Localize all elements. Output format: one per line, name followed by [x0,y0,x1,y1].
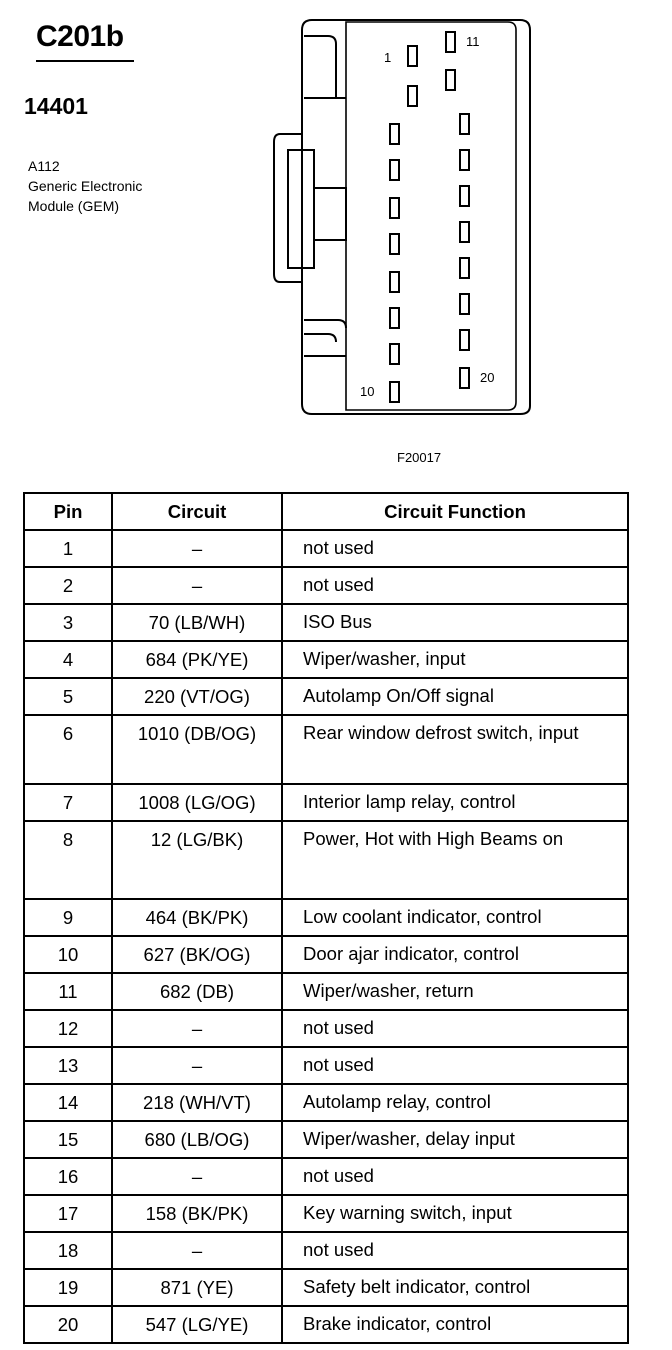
circuit-cell [112,784,282,821]
circuit-cell [112,821,282,899]
table-row [24,1195,628,1232]
pin-15-cavity [460,186,469,206]
pin-cell-text: 9 [62,907,74,928]
module-name-line2: Module (GEM) [28,198,120,214]
circuit-function-cell [282,641,628,678]
circuit-cell-text: 1010 (DB/OG) [137,723,257,744]
pin-3-cavity [390,124,399,144]
circuit-cell [112,1306,282,1343]
pin-cell-text: 7 [62,792,74,813]
circuit-function-cell-text: Wiper/washer, input [303,648,466,669]
circuit-function-cell [282,1047,628,1084]
header-pin: Pin [24,493,112,530]
pin-1-cavity [408,46,417,66]
pin-table [23,492,629,1344]
pin-12-cavity [446,70,455,90]
circuit-function-cell-text: not used [303,1165,374,1186]
circuit-function-cell-text: not used [303,1239,374,1260]
circuit-cell [112,715,282,784]
circuit-function-cell-text: Brake indicator, control [303,1313,492,1334]
circuit-function-cell [282,784,628,821]
pin-cell [24,567,112,604]
circuit-function-cell-text: not used [303,1054,374,1075]
table-row [24,1232,628,1269]
circuit-function-cell [282,1010,628,1047]
pin-table-body [24,530,628,1343]
circuit-cell [112,1084,282,1121]
circuit-cell [112,530,282,567]
circuit-cell [112,899,282,936]
pin-cell-text: 4 [62,649,74,670]
module-code: A112 [28,158,60,174]
pin-cell [24,604,112,641]
pin-14-cavity [460,150,469,170]
circuit-function-cell [282,604,628,641]
circuit-cell [112,1010,282,1047]
circuit-function-cell-text: Wiper/washer, delay input [303,1128,515,1149]
circuit-function-cell [282,530,628,567]
pin-cell-text: 10 [57,944,79,965]
circuit-cell-text: 871 (YE) [160,1277,234,1298]
pin-cell [24,715,112,784]
pin-cell-text: 17 [57,1203,79,1224]
circuit-function-cell [282,821,628,899]
circuit-cell-text: 547 (LG/YE) [145,1314,249,1335]
circuit-function-cell [282,973,628,1010]
circuit-cell-text: 684 (PK/YE) [145,649,249,670]
circuit-function-cell [282,1232,628,1269]
circuit-function-cell-text: Safety belt indicator, control [303,1276,531,1297]
pin-9-cavity [390,344,399,364]
header-circuit: Circuit [112,493,282,530]
circuit-cell-text: 158 (BK/PK) [145,1203,249,1224]
circuit-function-cell [282,1306,628,1343]
pin-13-cavity [460,114,469,134]
pin-cell [24,1010,112,1047]
pin-cell-text: 15 [57,1129,79,1150]
pin-cell-text: 3 [62,612,74,633]
table-row [24,567,628,604]
circuit-function-cell-text: Autolamp relay, control [303,1091,491,1112]
circuit-cell [112,1232,282,1269]
connector-face-diagram [268,16,534,418]
circuit-function-cell-text: Key warning switch, input [303,1202,512,1223]
pin-cell [24,784,112,821]
pin-11-cavity [446,32,455,52]
pin-cell [24,1121,112,1158]
circuit-cell [112,604,282,641]
pin-cell-text: 18 [57,1240,79,1261]
table-row [24,530,628,567]
circuit-function-cell [282,1121,628,1158]
pin-cell-text: 5 [62,686,74,707]
circuit-cell [112,1047,282,1084]
pin-10-cavity [390,382,399,402]
circuit-cell-text: 218 (WH/VT) [143,1092,251,1113]
pin-cell [24,821,112,899]
circuit-cell-text: – [191,538,203,559]
circuit-cell-text: 220 (VT/OG) [144,686,250,707]
figure-number: F20017 [397,450,442,465]
circuit-cell-text: – [191,1240,203,1261]
pin-8-cavity [390,308,399,328]
pin-cell-text: 2 [62,575,74,596]
pin-cell [24,678,112,715]
connector-id: C201b [36,20,124,53]
table-row [24,936,628,973]
table-row [24,899,628,936]
circuit-function-cell [282,1084,628,1121]
circuit-function-cell-text: Interior lamp relay, control [303,791,516,812]
pin-cell [24,530,112,567]
circuit-function-cell [282,567,628,604]
circuit-cell-text: – [191,575,203,596]
circuit-cell-text: – [191,1055,203,1076]
circuit-function-cell-text: Low coolant indicator, control [303,906,542,927]
table-row [24,1269,628,1306]
pin-label-20: 20 [480,370,495,385]
circuit-function-cell [282,1158,628,1195]
circuit-cell-text: 682 (DB) [159,981,235,1002]
pin-2-cavity [408,86,417,106]
pin-18-cavity [460,294,469,314]
module-name-line1: Generic Electronic [28,178,143,194]
circuit-function-cell-text: not used [303,574,374,595]
pin-cell [24,1047,112,1084]
pin-6-cavity [390,234,399,254]
pin-cell [24,1084,112,1121]
pin-label-1: 1 [384,50,392,65]
circuit-function-cell [282,678,628,715]
pin-cell-text: 12 [57,1018,79,1039]
pin-19-cavity [460,330,469,350]
pin-label-11: 11 [466,34,480,49]
circuit-function-cell-text: Wiper/washer, return [303,980,474,1001]
circuit-cell-text: 12 (LG/BK) [150,829,244,850]
pin-cell-text: 16 [57,1166,79,1187]
circuit-function-cell-text: Autolamp On/Off signal [303,685,494,706]
pin-cell-text: 13 [57,1055,79,1076]
table-row [24,1306,628,1343]
table-row [24,604,628,641]
pin-cell [24,936,112,973]
table-row [24,821,628,899]
circuit-function-cell [282,1195,628,1232]
circuit-cell [112,973,282,1010]
circuit-function-cell-text: Rear window defrost switch, input [303,722,579,743]
pin-cell-text: 6 [62,723,74,744]
circuit-cell [112,1121,282,1158]
header-circuit-function: Circuit Function [282,493,628,530]
circuit-cell [112,1195,282,1232]
circuit-cell [112,678,282,715]
pin-7-cavity [390,272,399,292]
pin-5-cavity [390,198,399,218]
pin-cell [24,1195,112,1232]
circuit-cell [112,1269,282,1306]
circuit-cell-text: 1008 (LG/OG) [138,792,256,813]
pin-20-cavity [460,368,469,388]
circuit-function-cell [282,936,628,973]
table-row [24,1047,628,1084]
table-row [24,784,628,821]
module-description [28,156,142,216]
pin-cell-text: 11 [58,981,78,1002]
pin-cell [24,1306,112,1343]
pin-cell [24,973,112,1010]
pin-cell [24,1158,112,1195]
pin-cell-text: 19 [57,1277,79,1298]
pin-cell-text: 14 [57,1092,79,1113]
circuit-function-cell-text: not used [303,537,374,558]
pin-cell-text: 20 [57,1314,79,1335]
circuit-cell [112,641,282,678]
circuit-cell [112,1158,282,1195]
pin-17-cavity [460,258,469,278]
table-row [24,973,628,1010]
circuit-cell [112,567,282,604]
pin-cell [24,1232,112,1269]
table-row [24,1084,628,1121]
circuit-function-cell-text: Power, Hot with High Beams on [303,828,564,849]
circuit-cell-text: 680 (LB/OG) [144,1129,250,1150]
pin-4-cavity [390,160,399,180]
pin-cell [24,641,112,678]
pin-cell [24,899,112,936]
pin-cell-text: 1 [62,538,74,559]
pin-cell-text: 8 [62,829,74,850]
circuit-cell-text: – [191,1018,203,1039]
circuit-function-cell [282,899,628,936]
pin-16-cavity [460,222,469,242]
circuit-cell-text: 627 (BK/OG) [143,944,251,965]
table-row [24,1010,628,1047]
table-row [24,641,628,678]
circuit-function-cell-text: ISO Bus [303,611,372,632]
table-row [24,715,628,784]
circuit-function-cell-text: Door ajar indicator, control [303,943,519,964]
pin-cell [24,1269,112,1306]
connector-id-underline [36,60,134,62]
circuit-cell-text: 464 (BK/PK) [145,907,249,928]
circuit-cell-text: – [191,1166,203,1187]
table-row [24,1158,628,1195]
table-row [24,1121,628,1158]
circuit-function-cell [282,715,628,784]
circuit-cell [112,936,282,973]
table-row [24,678,628,715]
circuit-cell-text: 70 (LB/WH) [148,612,246,633]
circuit-function-cell-text: not used [303,1017,374,1038]
part-number: 14401 [24,93,88,119]
circuit-function-cell [282,1269,628,1306]
pin-table-header [24,493,628,530]
pin-label-10: 10 [360,384,375,399]
